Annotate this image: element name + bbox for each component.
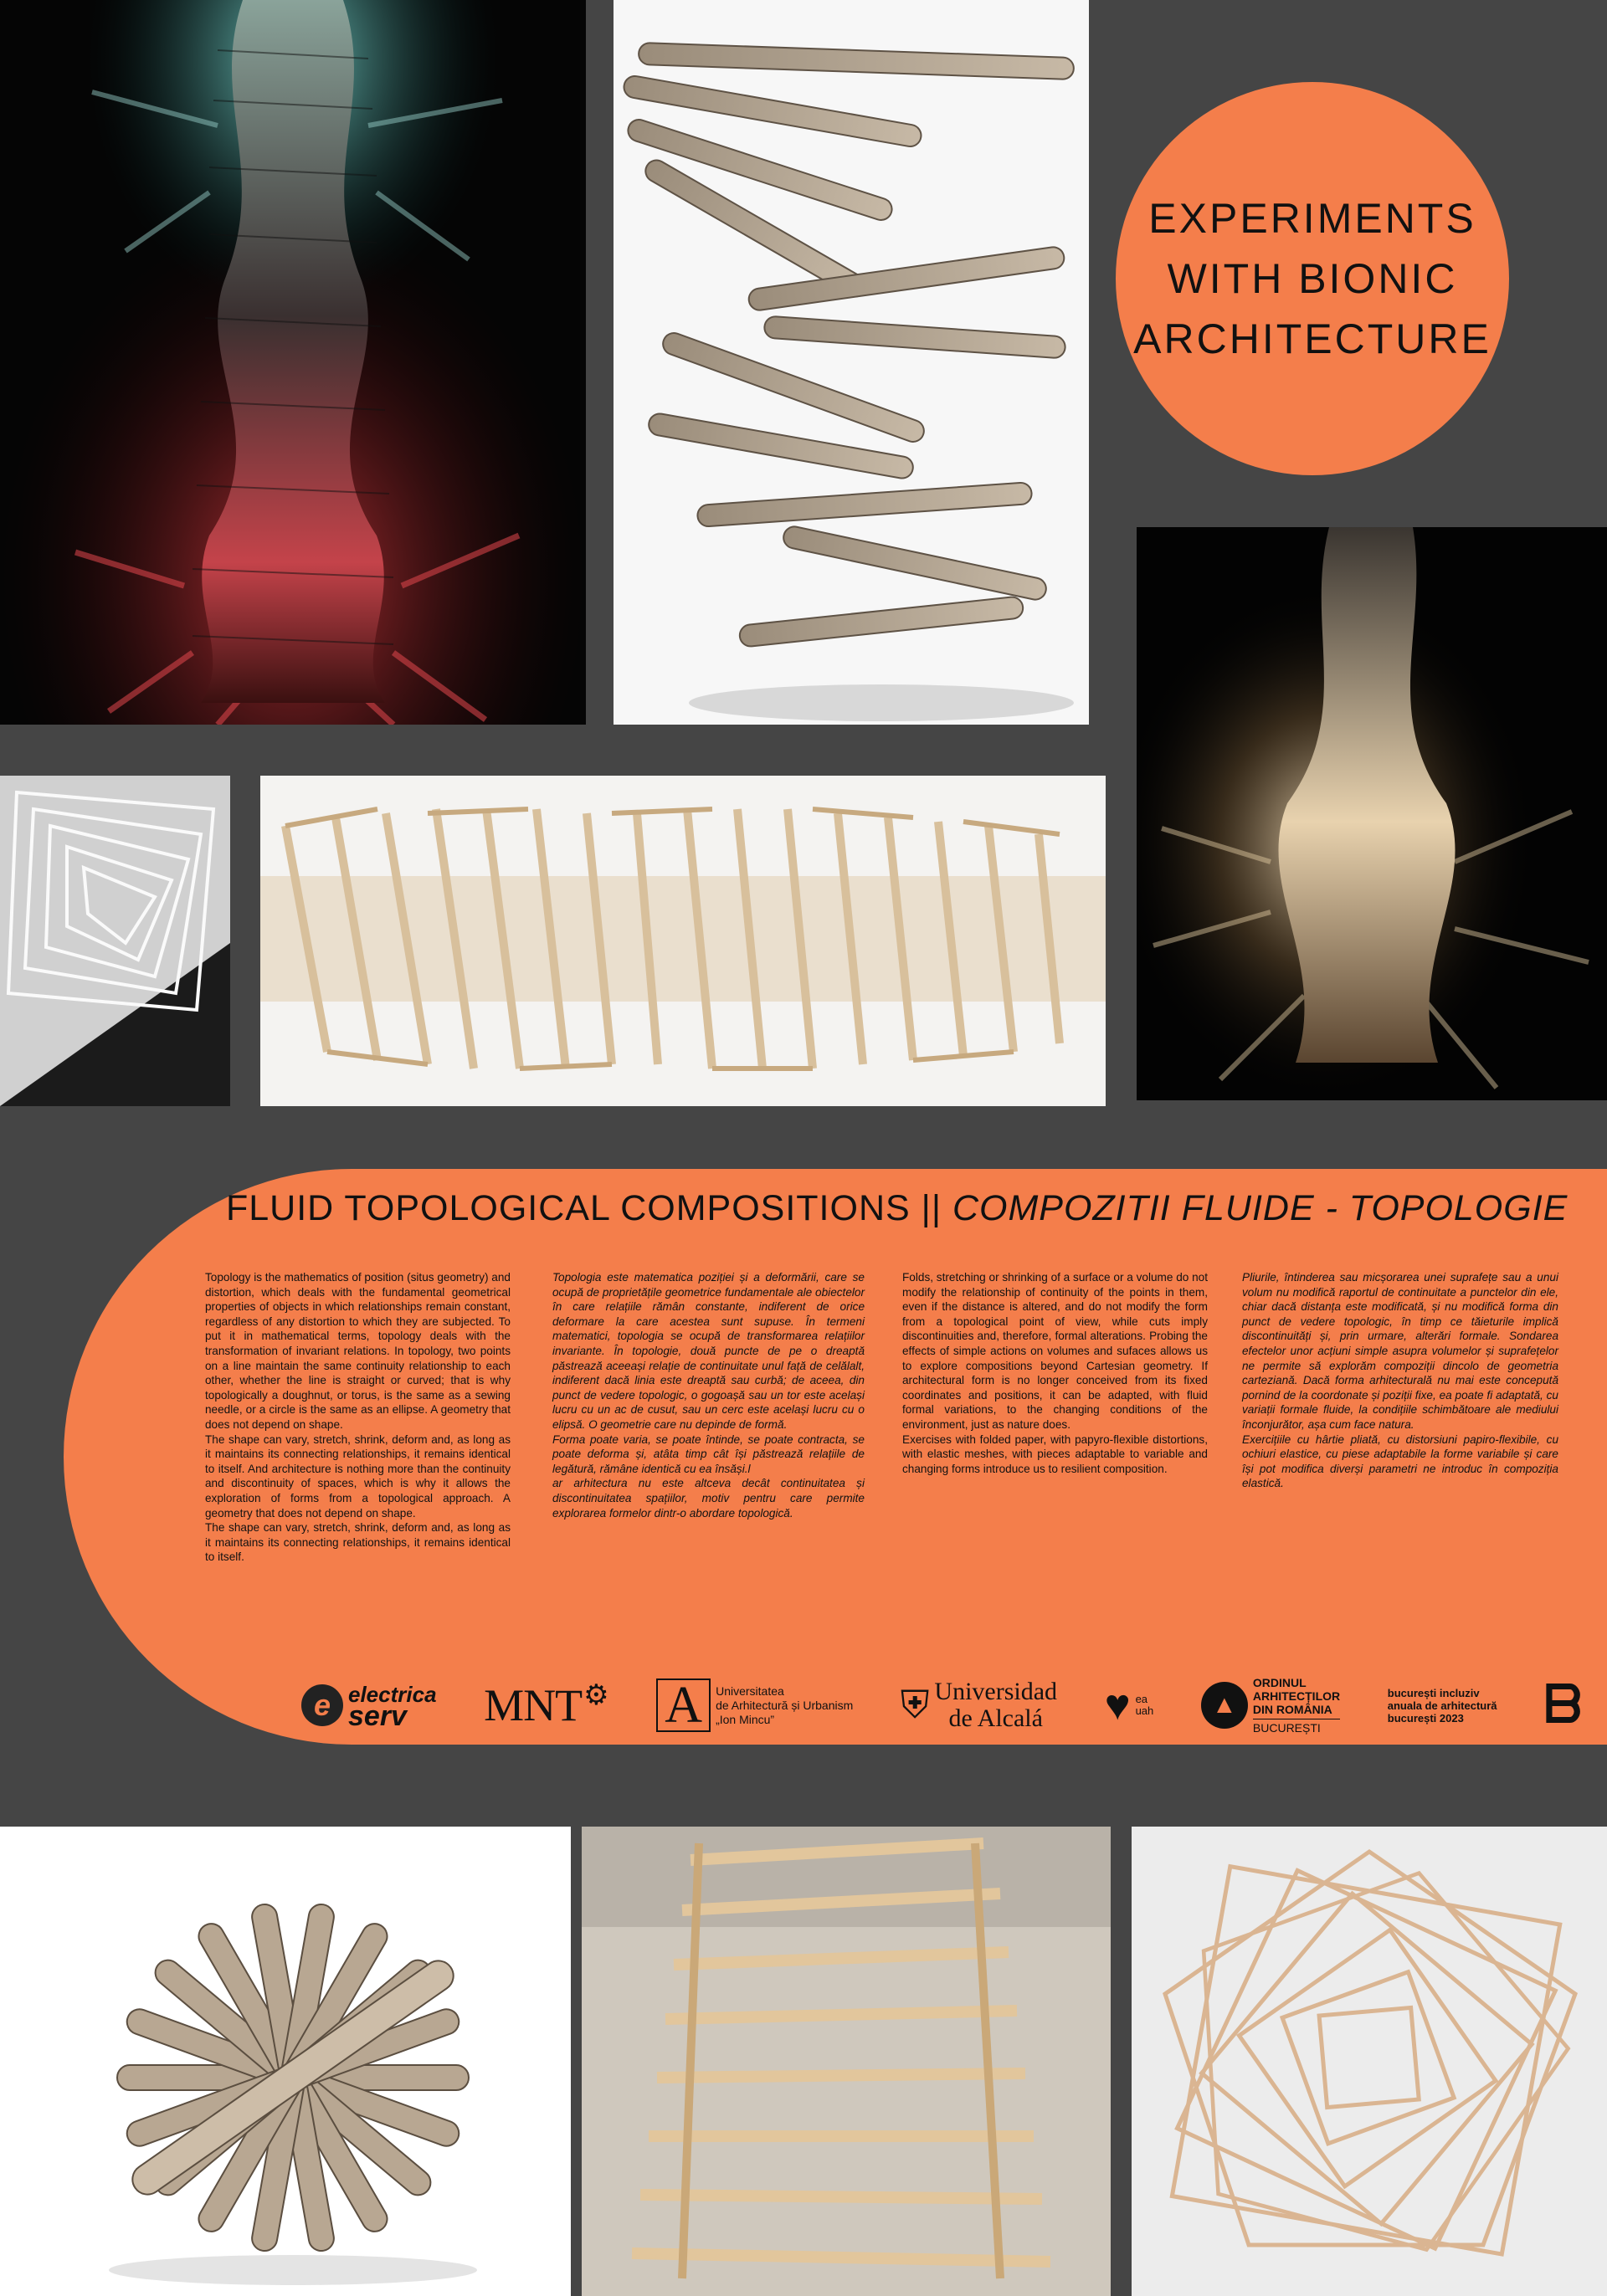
photo-stick-lattice	[260, 776, 1106, 1106]
title-line-2: WITH BIONIC	[1167, 255, 1458, 302]
title-line-1: EXPERIMENTS	[1148, 195, 1476, 242]
logo-uauim	[656, 1678, 853, 1732]
logo-electrica-serv	[301, 1682, 437, 1732]
photo-square-spiral-bw	[0, 776, 230, 1106]
logo-text: de Arhitectură și Urbanism	[716, 1698, 854, 1712]
paragraph: Topologia este matematica poziției și a deformării, care se ocupă de proprietățile geometrice fundamentale ale obiectelor în care relațiile rămân constante, indiferent de orice deformare la care acestea sunt supuse. În termeni matematici, topologia se ocupă de transformarea relațiilor invariante. În topologie, două puncte de pe o dreaptă păstrează aceeași relație de continuitate unul față de celălalt, indiferent dacă linia este dreaptă sau curbă; de aceea, din punct de vedere topologic, o gogoașă sau un tor este același lucru cu un ac de cusut, sau un cerc este același lucru cu o elipsă. O geometrie care nu depinde de formă.	[552, 1271, 865, 1431]
paragraph: Topology is the mathematics of position (situs geometry) and distortion, which deals with the fundamental geometrical properties of objects in which relationships remain constant, regardless of any distortion to which they are subjected. To put it in mathematical terms, topology deals with the transformation of invariant relations. In topology, two points on a line maintain the same continuity relationship to each other, whether the line is straight or curved; that is why topologically a doughnut, or torus, is the same as a sewing needle, or a circle is the same as an ellipse. A geometry that does not depend on shape.	[205, 1271, 511, 1431]
text-column-en-1	[205, 1270, 511, 1565]
logo-text: „Ion Mincu”	[716, 1712, 775, 1726]
logo-ea-uah	[1104, 1681, 1154, 1730]
paragraph: Pliurile, întinderea sau micșorarea unei suprafețe sau a unui volum nu modifică raportul de continuitate a punctelor din ele, chiar dacă distanța este modificată, și nu modifică forma din punct de vedere topologic, în timp ce tăieturile implică discontinuități și, prin urmare, alterări formale. Sondarea efectelor unor acțiuni simple asupra volumelor și suprafețelor ne permite să explorăm compoziții dincolo de geometria carteziană. Dacă forma arhitecturală nu mai este concepută pornind de la coordonate și poziții fixe, ea poate fi adaptată, cu variații formale fluide, la condițiile schimbătoare ale mediului înconjurător, așa cum face natura.	[1242, 1271, 1558, 1431]
text-column-en-2	[902, 1270, 1208, 1476]
gear-icon: ⚙	[583, 1679, 609, 1711]
section-title-separator: ||	[910, 1188, 952, 1228]
logo-text: bucurești incluziv	[1387, 1686, 1480, 1699]
logo-text: MNT	[484, 1680, 583, 1730]
logo-anuala-arhitectura	[1388, 1687, 1497, 1725]
photo-spiral-tower-red	[0, 0, 586, 725]
text-column-ro-2	[1242, 1270, 1558, 1491]
section-title	[226, 1188, 1582, 1229]
oar-arrow-icon: ▲	[1201, 1682, 1248, 1729]
electrica-e-icon: e	[301, 1684, 343, 1726]
logo-text: uah	[1135, 1704, 1154, 1717]
section-title-ro: COMPOZITII FLUIDE - TOPOLOGIE	[952, 1188, 1568, 1228]
logo-b-mark	[1544, 1676, 1582, 1734]
crest-icon: ⛨	[900, 1683, 930, 1726]
paragraph: Exercises with folded paper, with papyro-flexible distortions, with elastic meshes, with pieces adaptable to variable and changing forms introduce us to resilient composition.	[902, 1432, 1208, 1475]
paragraph: Folds, stretching or shrinking of a surface or a volume do not modify the relationship of continuity of the points in them, even if the distance is altered, and do not modify the form from a topological point of view, while cuts imply discontinuities and, therefore, formal alterations. Probing the effects of simple actions on volumes and sufaces allows us to explore compositions beyond Cartesian geometry. If architectural form is no longer conceived from its fixed coordinates and positions, it can be adapted, with fluid formal variations, to the changing conditions of the environment, just as nature does.	[902, 1271, 1208, 1431]
logo-universidad-alcala	[901, 1678, 1057, 1732]
paragraph: ar arhitectura nu este altceva decât continuitatea și discontinuitatea spațiilor, motiv pentru care permite explorarea formelor dintr-o abordare topologică.	[552, 1477, 865, 1520]
logo-text: electrica	[348, 1682, 437, 1707]
logo-mnt	[484, 1679, 608, 1731]
section-title-en: FLUID TOPOLOGICAL COMPOSITIONS	[226, 1188, 911, 1228]
paragraph: The shape can vary, stretch, shrink, deform and, as long as it maintains its connecting relationships, it remains identical to itself. And architecture is nothing more than the continuity and discontinuity of spaces, which is why it allows the exploration of forms from a topological approach. A geometry that does not depend on shape.	[205, 1432, 511, 1520]
logo-text: ea	[1135, 1693, 1148, 1705]
logo-oar-bucuresti	[1201, 1676, 1340, 1735]
text-column-ro-1	[552, 1270, 865, 1520]
paragraph: Exercițiile cu hârtie pliată, cu distorsiuni papiro-flexibile, cu ochiuri elastice, cu piese adaptabile la forme variabile și care își pot modifica diverși parametri ne introduc în compoziția elastică.	[1242, 1432, 1558, 1490]
logo-text: BUCUREȘTI	[1253, 1719, 1340, 1735]
title-line-3: ARCHITECTURE	[1133, 315, 1491, 362]
logo-text: ORDINUL	[1252, 1676, 1307, 1689]
heart-icon: ♥	[1104, 1681, 1131, 1730]
photo-stacked-frames	[582, 1827, 1111, 2296]
sponsor-logos	[301, 1672, 1582, 1739]
logo-text: DIN ROMÂNIA	[1252, 1703, 1332, 1716]
paragraph: Forma poate varia, se poate întinde, se poate contracta, se poate deforma și, atâta timp cât își păstrează relațiile de legătură, rămâne identică cu ea însăși.l	[552, 1432, 865, 1475]
paragraph: The shape can vary, stretch, shrink, deform and, as long as it maintains its connecting relationships, it remains identical to itself.	[205, 1521, 511, 1564]
b-letter-icon: ᗷ	[1544, 1676, 1582, 1734]
uauim-a-icon: A	[656, 1678, 711, 1732]
logo-text: Universidad	[934, 1678, 1058, 1705]
logo-text: de Alcalá	[948, 1704, 1043, 1732]
logo-text: anuala de arhitectură	[1387, 1699, 1497, 1712]
logo-text: serv	[348, 1700, 407, 1732]
photo-radial-sticks	[0, 1827, 571, 2296]
logo-text: ARHITECȚILOR	[1252, 1689, 1341, 1703]
logo-text: Universitatea	[716, 1684, 784, 1698]
logo-text: bucurești 2023	[1387, 1711, 1464, 1725]
photo-square-spiral-wood	[1132, 1827, 1607, 2296]
title-circle	[1116, 82, 1509, 475]
photo-spiral-tower-golden	[1137, 527, 1607, 1100]
photo-spiral-stair	[614, 0, 1089, 725]
